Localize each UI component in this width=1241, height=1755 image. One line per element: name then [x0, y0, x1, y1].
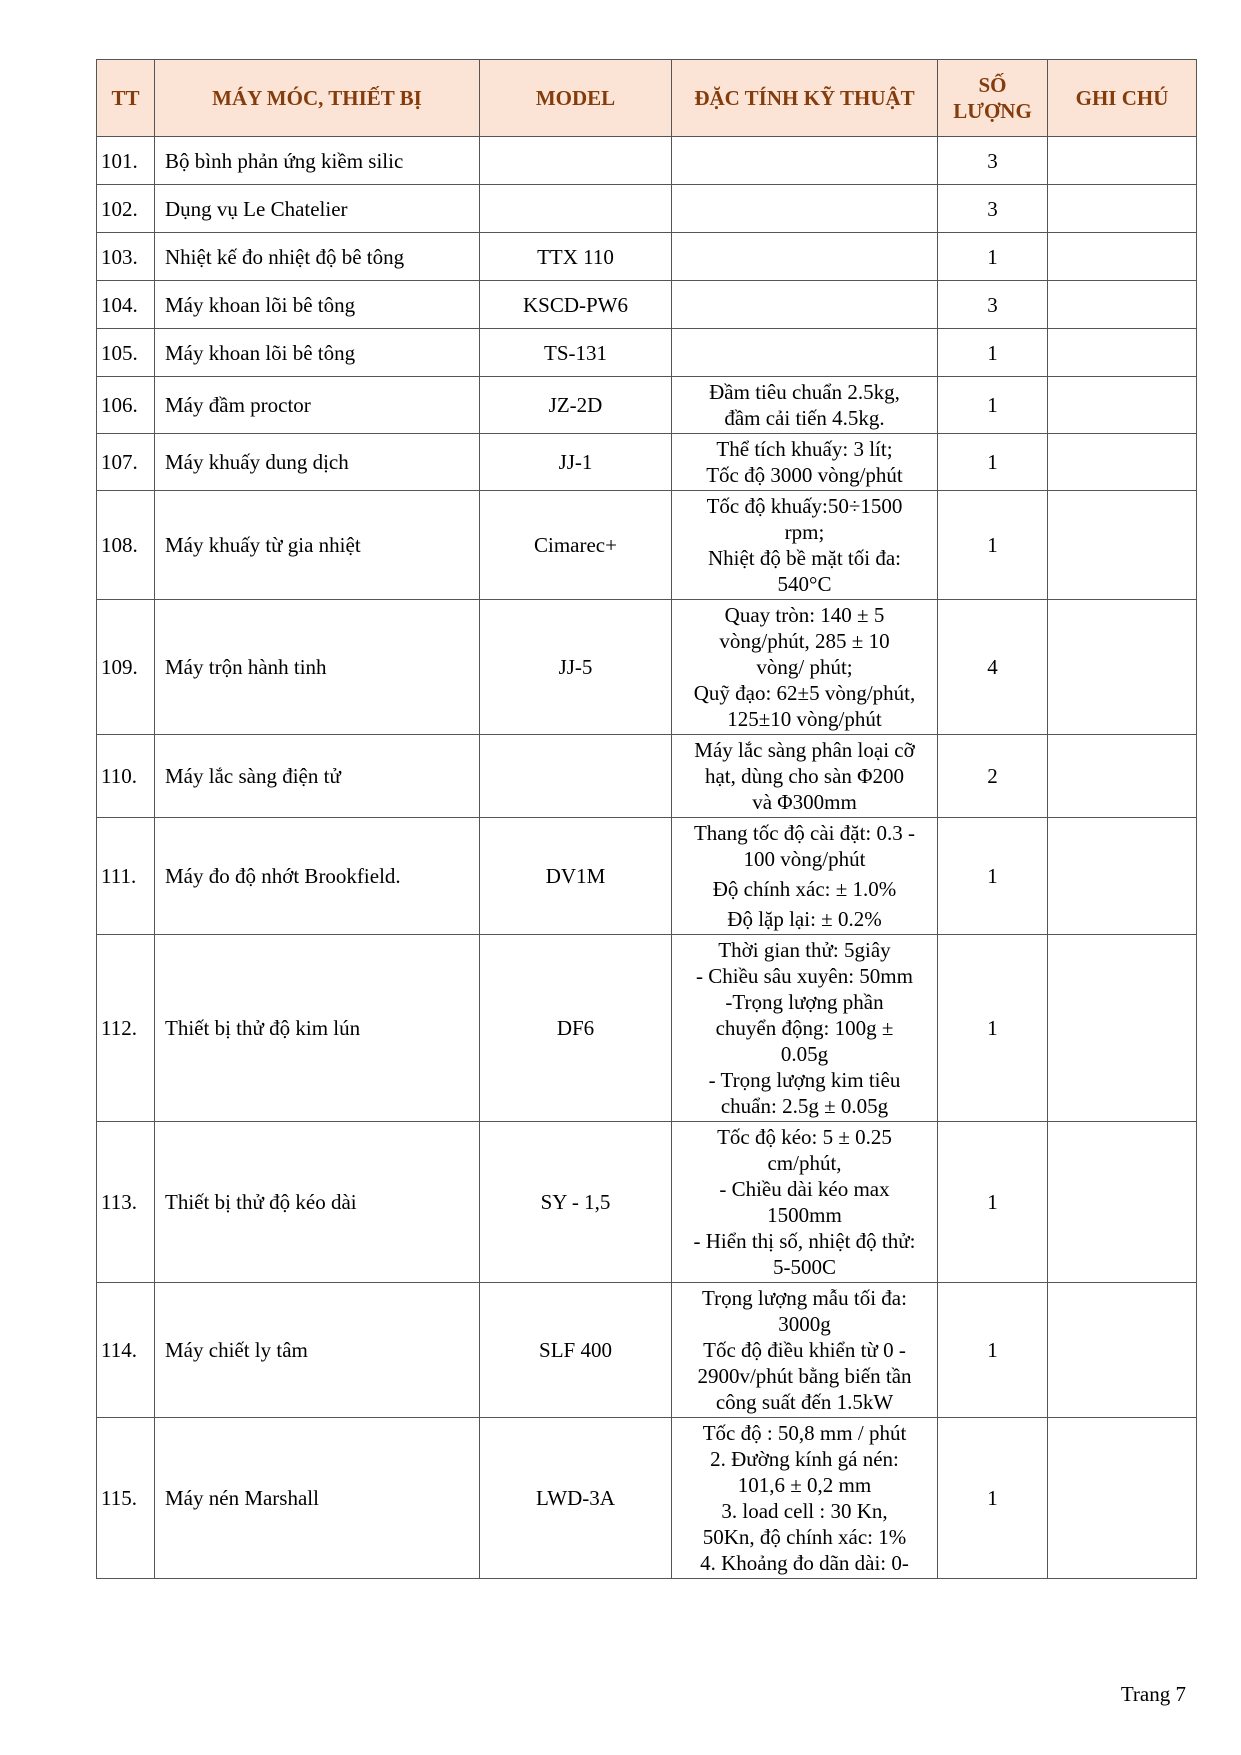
technical-spec: [672, 137, 938, 185]
spec-line: hạt, dùng cho sàn Φ200: [704, 764, 905, 788]
col-name-header: MÁY MÓC, THIẾT BỊ: [155, 60, 480, 137]
spec-line: - Trọng lượng kim tiêu: [708, 1068, 901, 1092]
technical-spec: [672, 491, 938, 600]
row-number: 106.: [97, 377, 155, 434]
row-number: 104.: [97, 281, 155, 329]
spec-line: Thang tốc độ cài đặt: 0.3 -: [693, 821, 915, 845]
note: [1048, 818, 1197, 935]
equipment-name: Máy lắc sàng điện tử: [155, 735, 480, 818]
quantity: 4: [938, 600, 1048, 735]
technical-spec: [672, 818, 938, 935]
spec-line: Thể tích khuấy: 3 lít;: [716, 437, 893, 461]
table-row: [97, 137, 1197, 185]
quantity: 3: [938, 281, 1048, 329]
equipment-name: Thiết bị thử độ kéo dài: [155, 1122, 480, 1283]
equipment-name: Bộ bình phản ứng kiềm silic: [155, 137, 480, 185]
note: [1048, 1283, 1197, 1418]
spec-line: 5-500C: [773, 1255, 836, 1279]
note: [1048, 233, 1197, 281]
note: [1048, 329, 1197, 377]
spec-line: Tốc độ kéo: 5 ± 0.25: [717, 1125, 892, 1149]
quantity: 1: [938, 491, 1048, 600]
equipment-name: Thiết bị thử độ kim lún: [155, 935, 480, 1122]
table-row: [97, 735, 1197, 818]
quantity: 1: [938, 233, 1048, 281]
technical-spec: [672, 185, 938, 233]
row-number: 114.: [97, 1283, 155, 1418]
spec-line: - Chiều dài kéo max: [719, 1177, 890, 1201]
table-row: [97, 185, 1197, 233]
table-row: [97, 434, 1197, 491]
spec-line: Thời gian thử: 5giây: [718, 938, 891, 962]
header-row: [97, 60, 1197, 137]
spec-line: vòng/ phút;: [756, 655, 853, 679]
table-row: [97, 600, 1197, 735]
note: [1048, 935, 1197, 1122]
equipment-model: JJ-5: [480, 600, 672, 735]
equipment-name: Máy khoan lõi bê tông: [155, 281, 480, 329]
equipment-model: JJ-1: [480, 434, 672, 491]
spec-line: 2900v/phút bằng biến tần: [697, 1364, 912, 1388]
table-row: [97, 491, 1197, 600]
equipment-name: Máy đầm proctor: [155, 377, 480, 434]
spec-line: 3000g: [778, 1312, 831, 1336]
row-number: 108.: [97, 491, 155, 600]
row-number: 115.: [97, 1418, 155, 1579]
table-row: [97, 1418, 1197, 1579]
note: [1048, 1418, 1197, 1579]
spec-line: 101,6 ± 0,2 mm: [737, 1473, 872, 1497]
spec-line: 125±10 vòng/phút: [727, 707, 882, 731]
col-tt-header: TT: [97, 60, 155, 137]
note: [1048, 281, 1197, 329]
note: [1048, 185, 1197, 233]
spec-line: 0.05g: [780, 1042, 829, 1066]
note: [1048, 735, 1197, 818]
technical-spec: [672, 1418, 938, 1579]
quantity: 1: [938, 1283, 1048, 1418]
spec-line: vòng/phút, 285 ± 10: [719, 629, 890, 653]
spec-line: Độ chính xác: ± 1.0%: [712, 877, 897, 901]
technical-spec: [672, 377, 938, 434]
equipment-model: KSCD-PW6: [480, 281, 672, 329]
row-number: 103.: [97, 233, 155, 281]
equipment-name: Máy nén Marshall: [155, 1418, 480, 1579]
spec-line: công suất đến 1.5kW: [715, 1390, 894, 1414]
equipment-model: [480, 137, 672, 185]
table-row: [97, 233, 1197, 281]
table-row: [97, 1122, 1197, 1283]
equipment-name: Máy trộn hành tinh: [155, 600, 480, 735]
equipment-model: [480, 185, 672, 233]
spec-line: 1500mm: [767, 1203, 842, 1227]
equipment-name: Nhiệt kế đo nhiệt độ bê tông: [155, 233, 480, 281]
equipment-model: TS-131: [480, 329, 672, 377]
spec-line: chuyển động: 100g ±: [715, 1016, 894, 1040]
page-number: Trang 7: [1120, 1682, 1186, 1706]
quantity: 1: [938, 935, 1048, 1122]
row-number: 110.: [97, 735, 155, 818]
technical-spec: [672, 600, 938, 735]
note: [1048, 1122, 1197, 1283]
spec-line: Tốc độ : 50,8 mm / phút: [702, 1421, 907, 1445]
spec-line: Quay tròn: 140 ± 5: [724, 603, 885, 627]
col-qty-header: [938, 60, 1048, 137]
col-model-header: MODEL: [480, 60, 672, 137]
spec-line: Tốc độ khuấy:50÷1500: [706, 494, 903, 518]
equipment-model: TTX 110: [480, 233, 672, 281]
equipment-model: DV1M: [480, 818, 672, 935]
spec-line: và Φ300mm: [752, 790, 857, 814]
quantity: 1: [938, 818, 1048, 935]
technical-spec: [672, 233, 938, 281]
spec-line: Quỹ đạo: 62±5 vòng/phút,: [693, 681, 916, 705]
equipment-name: Máy chiết ly tâm: [155, 1283, 480, 1418]
equipment-model: LWD-3A: [480, 1418, 672, 1579]
col-qty-header-line2: LƯỢNG: [953, 99, 1032, 123]
technical-spec: [672, 735, 938, 818]
note: [1048, 491, 1197, 600]
quantity: 1: [938, 1418, 1048, 1579]
technical-spec: [672, 281, 938, 329]
table-row: [97, 935, 1197, 1122]
table-row: [97, 281, 1197, 329]
note: [1048, 600, 1197, 735]
spec-line: Nhiệt độ bề mặt tối đa:: [707, 546, 902, 570]
spec-line: đầm cải tiến 4.5kg.: [724, 406, 885, 430]
spec-line: - Chiều sâu xuyên: 50mm: [696, 964, 913, 988]
spec-line: rpm;: [784, 520, 825, 544]
equipment-model: SY - 1,5: [480, 1122, 672, 1283]
table-row: [97, 329, 1197, 377]
spec-line: 100 vòng/phút: [743, 847, 866, 871]
spec-line: Máy lắc sàng phân loại cỡ: [694, 738, 915, 762]
quantity: 1: [938, 377, 1048, 434]
table-body: [97, 137, 1197, 1579]
spec-line: 3. load cell : 30 Kn,: [721, 1499, 888, 1523]
row-number: 109.: [97, 600, 155, 735]
equipment-name: Máy khoan lõi bê tông: [155, 329, 480, 377]
table-row: [97, 377, 1197, 434]
equipment-name: Máy khuấy dung dịch: [155, 434, 480, 491]
note: [1048, 377, 1197, 434]
spec-line: cm/phút,: [767, 1151, 842, 1175]
equipment-name: Máy khuấy từ gia nhiệt: [155, 491, 480, 600]
spec-line: chuẩn: 2.5g ± 0.05g: [720, 1094, 889, 1118]
equipment-table: [96, 59, 1197, 1579]
row-number: 101.: [97, 137, 155, 185]
col-qty-header-line1: SỐ: [978, 73, 1007, 97]
row-number: 113.: [97, 1122, 155, 1283]
row-number: 105.: [97, 329, 155, 377]
spec-line: - Hiển thị số, nhiệt độ thử:: [693, 1229, 916, 1253]
quantity: 1: [938, 434, 1048, 491]
spec-line: 50Kn, độ chính xác: 1%: [702, 1525, 907, 1549]
technical-spec: [672, 329, 938, 377]
technical-spec: [672, 434, 938, 491]
equipment-model: SLF 400: [480, 1283, 672, 1418]
note: [1048, 434, 1197, 491]
spec-line: Đầm tiêu chuẩn 2.5kg,: [709, 380, 900, 404]
col-note-header: GHI CHÚ: [1048, 60, 1197, 137]
quantity: 1: [938, 329, 1048, 377]
row-number: 107.: [97, 434, 155, 491]
technical-spec: [672, 935, 938, 1122]
note: [1048, 137, 1197, 185]
quantity: 2: [938, 735, 1048, 818]
row-number: 102.: [97, 185, 155, 233]
equipment-model: DF6: [480, 935, 672, 1122]
spec-line: -Trọng lượng phần: [725, 990, 884, 1014]
spec-line: 2. Đường kính gá nén:: [710, 1447, 899, 1471]
quantity: 3: [938, 137, 1048, 185]
spec-line: Độ lặp lại: ± 0.2%: [727, 907, 882, 931]
col-spec-header: ĐẶC TÍNH KỸ THUẬT: [672, 60, 938, 137]
equipment-model: Cimarec+: [480, 491, 672, 600]
equipment-model: JZ-2D: [480, 377, 672, 434]
equipment-model: [480, 735, 672, 818]
spec-line: 4. Khoảng đo dãn dài: 0-: [700, 1551, 909, 1575]
equipment-name: Dụng vụ Le Chatelier: [155, 185, 480, 233]
quantity: 1: [938, 1122, 1048, 1283]
table-row: [97, 818, 1197, 935]
row-number: 111.: [97, 818, 155, 935]
technical-spec: [672, 1283, 938, 1418]
spec-line: 540°C: [777, 572, 832, 596]
row-number: 112.: [97, 935, 155, 1122]
quantity: 3: [938, 185, 1048, 233]
technical-spec: [672, 1122, 938, 1283]
spec-line: Tốc độ 3000 vòng/phút: [706, 463, 903, 487]
table-row: [97, 1283, 1197, 1418]
spec-line: Trọng lượng mẫu tối đa:: [702, 1286, 907, 1310]
spec-line: Tốc độ điều khiển từ 0 -: [703, 1338, 906, 1362]
equipment-name: Máy đo độ nhớt Brookfield.: [155, 818, 480, 935]
